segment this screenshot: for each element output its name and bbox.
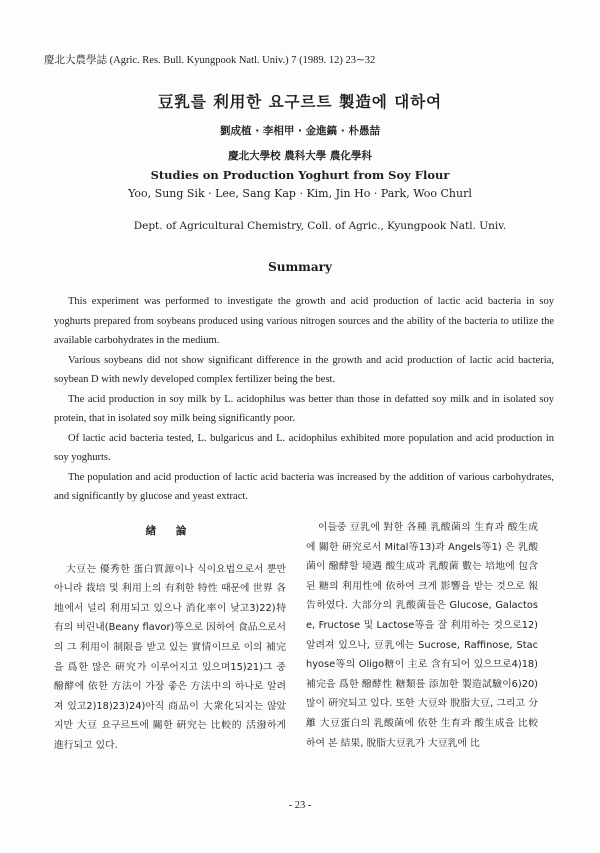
- introduction-heading: 緖 論: [145, 525, 195, 537]
- authors-korean: 劉成植 · 李相甲 · 金進鎬 · 朴愚喆: [220, 125, 380, 137]
- summary-heading: Summary: [268, 260, 332, 274]
- title-korean: 豆乳를 利用한 요구르트 製造에 대하여: [157, 93, 443, 111]
- left-column: [54, 518, 286, 756]
- page-number: - 23 -: [288, 800, 312, 811]
- journal-header: 慶北大農學誌 (Agric. Res. Bull. Kyungpook Natl. Univ.) 7 (1989. 12) 23∼32: [44, 55, 376, 66]
- summary-paragraph: This experiment was performed to investigate the growth and acid production of lactic acid bacteria in soy yoghurts prepared from soybeans produced using various nitrogen sources and the ability of the bacteria to utilize the available carbohydrates in the medium.: [54, 296, 554, 346]
- introduction-left-paragraph: 大豆는 優秀한 蛋白質源이나 식이요법으로서 뿐만 아니라 栽培 및 利用上의 有利한 特性 때문에 世界 各地에서 널리 利用되고 있으나 消化率이 낮고3)22)特有의 비린내(Beany flavor)等으로 因하여 食品으로서의 그 利用이 制限을 받고 있는 實情이므로 이의 補完을 爲한 많은 硏究가 이루어지고 있으며15)21)그 중 醱酵에 依한 方法이 가장 좋은 方法中의 하나로 알려져 있고2)18)23)24)아직 商品이 大衆化되지는 않았지만 大豆 요구르트에 關한 硏究는 比較的 活潑하게 進行되고 있다.: [54, 563, 286, 751]
- summary-paragraph: The population and acid production of lactic acid bacteria was increased by the addition of various carbohydrates, and significantly by glucose and yeast extract.: [54, 471, 554, 502]
- introduction-right-paragraph: 이들중 豆乳에 對한 各種 乳酸菌의 生育과 酸生成에 關한 硏究로서 Mital等13)과 Angels等1) 은 乳酸菌이 醱酵할 境遇 酸生成과 乳酸菌 數는 培地에 包含된 糖의 利用性에 依하여 크게 影響을 받는 것으로 報告하였다. 大部分의 乳酸菌들은 Glucose, Galactose, Fructose 및 Lactose等을 잘 利用하는 것으로12)알려져 있으나, 豆乳에는 Sucrose, Raffinose, Stachyose等의 Oligo糖이 主로 含有되어 있으므로4)18)補完을 爲한 醱酵性 糖類를 添加한 製造試驗이6)20)많이 硏究되고 있다. 또한 大豆와 脫脂大豆, 그리고 分離 大豆蛋白의 乳酸菌에 依한 生育과 酸生成을 比較하여 본 結果, 脫脂大豆乳가 大豆乳에 比: [306, 522, 538, 749]
- affiliation-english: Dept. of Agricultural Chemistry, Coll. of Agric., Kyungpook Natl. Univ.: [133, 220, 507, 232]
- summary-paragraph: Various soybeans did not show significant difference in the growth and acid production of lactic acid bacteria, soybean D with newly developed complex fertilizer being the best.: [54, 354, 554, 385]
- summary-paragraph: Of lactic acid bacteria tested, L. bulgaricus and L. acidophilus exhibited more population and acid production in soy yoghurts.: [54, 432, 554, 463]
- summary-paragraph: The acid production in soy milk by L. acidophilus was better than those in defatted soy milk and in isolated soy protein, that in isolated soy milk being significantly poor.: [54, 393, 554, 424]
- summary-body: [54, 292, 554, 507]
- affiliation-korean: 慶北大學校 農科大學 農化學科: [228, 150, 372, 162]
- title-english: Studies on Production Yoghurt from Soy Flour: [150, 168, 450, 182]
- authors-english: Yoo, Sung Sik · Lee, Sang Kap · Kim, Jin Ho · Park, Woo Churl: [128, 187, 472, 200]
- right-column: [306, 518, 538, 753]
